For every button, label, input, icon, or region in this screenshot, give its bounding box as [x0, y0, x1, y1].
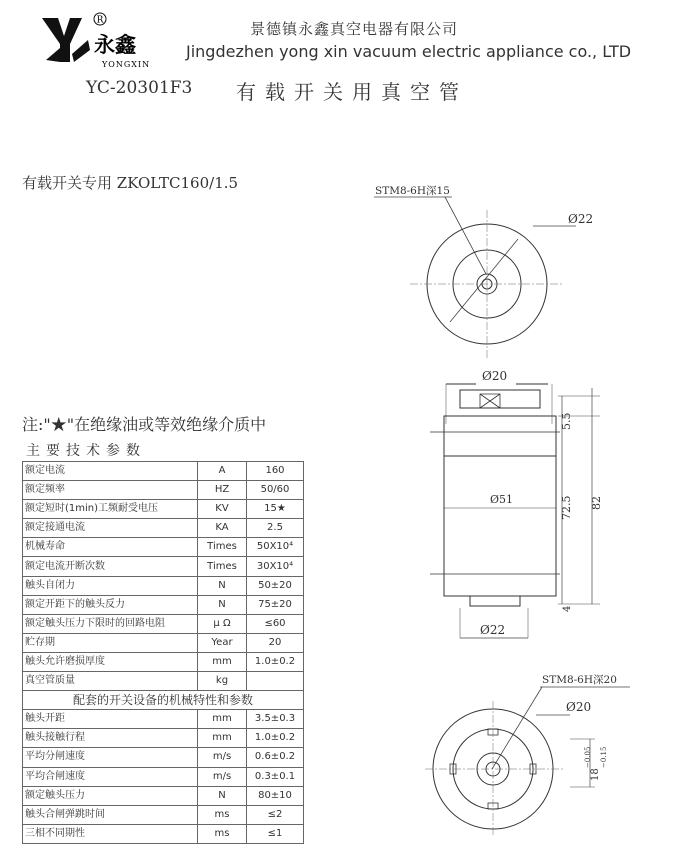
- param-unit: KA: [198, 519, 247, 538]
- dim-bottom-label: 4: [562, 605, 573, 612]
- param-unit: Year: [198, 633, 247, 652]
- mech-title: 配套的开关设备的机械特性和参数: [23, 691, 304, 710]
- side-view-drawing: [420, 360, 620, 650]
- param-unit: HZ: [198, 481, 247, 500]
- dim-total-label: 82: [590, 496, 603, 510]
- param-name: 触头自闭力: [23, 576, 198, 595]
- param-value: [247, 672, 304, 691]
- param-value: 30X10⁴: [247, 557, 304, 576]
- table-row: [23, 576, 304, 595]
- table-row: [23, 786, 304, 805]
- param-value: ≤2: [247, 805, 304, 824]
- product-name: 有载开关用真空管: [236, 80, 468, 104]
- param-value: 1.0±0.2: [247, 729, 304, 748]
- bottom-view-drawing: [420, 665, 640, 815]
- param-value: 80±10: [247, 786, 304, 805]
- param-name: 额定短时(1min)工频耐受电压: [23, 500, 198, 519]
- brand-cn: 永鑫: [94, 32, 136, 57]
- param-name: 额定触头压力: [23, 786, 198, 805]
- param-unit: N: [198, 576, 247, 595]
- param-unit: Times: [198, 538, 247, 557]
- table-row: [23, 481, 304, 500]
- param-value: 75±20: [247, 595, 304, 614]
- top-dia-label: Ø22: [568, 212, 594, 226]
- param-value: 50±20: [247, 576, 304, 595]
- insulation-note: 注:"★"在绝缘油或等效绝缘介质中: [22, 415, 267, 434]
- param-value: 0.3±0.1: [247, 767, 304, 786]
- mech-params: [23, 710, 304, 844]
- table-row: [23, 805, 304, 824]
- model-number: YC-20301F3: [86, 78, 193, 98]
- param-value: 2.5: [247, 519, 304, 538]
- param-name: 额定接通电流: [23, 519, 198, 538]
- mech-header: [23, 691, 304, 710]
- company-name-cn: 景德镇永鑫真空电器有限公司: [250, 20, 459, 38]
- bottom-dia-label: Ø20: [566, 700, 592, 714]
- dim-top-label: 5.5: [560, 412, 573, 430]
- bottom-thread-label: STM8-6H深20: [542, 674, 617, 686]
- param-unit: ms: [198, 824, 247, 843]
- dedicated-line: 有载开关专用 ZKOLTC160/1.5: [22, 174, 239, 192]
- table-row: [23, 710, 304, 729]
- table-row: [23, 767, 304, 786]
- param-unit: m/s: [198, 767, 247, 786]
- param-name: 触头开距: [23, 710, 198, 729]
- top-view-drawing: [350, 180, 594, 350]
- table-row: [23, 748, 304, 767]
- bottom-depth-tol-upper: −0.05: [584, 746, 592, 768]
- table-row: [23, 729, 304, 748]
- param-unit: N: [198, 595, 247, 614]
- param-name: 贮存期: [23, 633, 198, 652]
- param-value: ≤1: [247, 824, 304, 843]
- param-name: 额定开距下的触头反力: [23, 595, 198, 614]
- param-name: 触头允许磨损厚度: [23, 652, 198, 671]
- bottom-depth-tol-lower: −0.15: [600, 746, 608, 768]
- table-row: [23, 614, 304, 633]
- param-unit: A: [198, 462, 247, 481]
- param-name: 平均分闸速度: [23, 748, 198, 767]
- table-row: [23, 672, 304, 691]
- param-unit: μ Ω: [198, 614, 247, 633]
- dim-body-label: 72.5: [560, 495, 573, 520]
- params-title: 主要技术参数: [26, 443, 146, 459]
- bottom-depth-label: 18: [590, 768, 601, 781]
- param-value: 3.5±0.3: [247, 710, 304, 729]
- param-name: 额定频率: [23, 481, 198, 500]
- param-name: 真空管质量: [23, 672, 198, 691]
- param-name: 额定电流: [23, 462, 198, 481]
- table-row: [23, 519, 304, 538]
- param-unit: ms: [198, 805, 247, 824]
- param-name: 额定电流开断次数: [23, 557, 198, 576]
- param-unit: KV: [198, 500, 247, 519]
- param-unit: N: [198, 786, 247, 805]
- param-name: 三相不同期性: [23, 824, 198, 843]
- table-row: [23, 595, 304, 614]
- param-value: 50/60: [247, 481, 304, 500]
- main-params: [23, 462, 304, 691]
- registered-mark: R: [96, 15, 104, 26]
- param-unit: mm: [198, 652, 247, 671]
- param-value: 0.6±0.2: [247, 748, 304, 767]
- param-value: ≤60: [247, 614, 304, 633]
- param-value: 15★: [247, 500, 304, 519]
- side-bottom-dia-label: Ø22: [480, 623, 506, 637]
- param-unit: mm: [198, 710, 247, 729]
- param-unit: kg: [198, 672, 247, 691]
- table-row: [23, 633, 304, 652]
- yongxin-logo: [40, 10, 180, 70]
- param-value: 1.0±0.2: [247, 652, 304, 671]
- table-row: [23, 557, 304, 576]
- side-top-dia-label: Ø20: [482, 369, 508, 383]
- table-row: [23, 500, 304, 519]
- table-row: [23, 824, 304, 843]
- table-row: [23, 538, 304, 557]
- param-name: 触头合闸弹跳时间: [23, 805, 198, 824]
- param-value: 50X10⁴: [247, 538, 304, 557]
- param-unit: Times: [198, 557, 247, 576]
- side-body-dia-label: Ø51: [490, 493, 514, 506]
- param-name: 触头接触行程: [23, 729, 198, 748]
- table-row: [23, 652, 304, 671]
- param-value: 20: [247, 633, 304, 652]
- param-name: 平均合闸速度: [23, 767, 198, 786]
- brand-en: YONGXIN: [102, 60, 151, 69]
- param-name: 额定触头压力下限时的回路电阻: [23, 614, 198, 633]
- param-value: 160: [247, 462, 304, 481]
- param-unit: mm: [198, 729, 247, 748]
- param-unit: m/s: [198, 748, 247, 767]
- table-row: [23, 462, 304, 481]
- company-name-en: Jingdezhen yong xin vacuum electric appliance co., LTD: [186, 42, 632, 61]
- top-thread-label: STM8-6H深15: [375, 185, 450, 197]
- spec-table: [22, 461, 304, 844]
- param-name: 机械寿命: [23, 538, 198, 557]
